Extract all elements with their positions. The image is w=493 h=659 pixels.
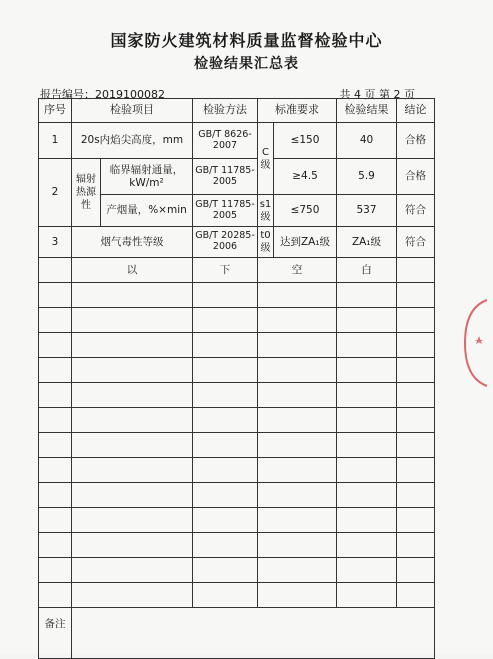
empty-row	[39, 433, 435, 458]
method-cell: GB/T 11785-2005	[193, 195, 258, 227]
verdict-cell: 符合	[397, 227, 435, 258]
report-number: 报告编号：2019100082	[40, 88, 165, 101]
results-table	[38, 98, 435, 659]
col-header-method: 检验方法	[193, 99, 258, 123]
result-cell: ZA₁级	[337, 227, 397, 258]
class-cell: t0级	[258, 227, 274, 258]
class-cell: C级	[258, 123, 274, 195]
blank-marker: 以	[72, 258, 193, 283]
table-row	[39, 123, 435, 159]
blank-marker: 下	[193, 258, 258, 283]
result-cell: 537	[337, 195, 397, 227]
empty-row	[39, 483, 435, 508]
notes-content	[72, 608, 435, 659]
col-header-requirement: 标准要求	[258, 99, 337, 123]
header-row	[39, 99, 435, 123]
notes-label: 备注	[39, 608, 72, 659]
result-cell: 40	[337, 123, 397, 159]
empty-row	[39, 358, 435, 383]
col-header-verdict: 结论	[397, 99, 435, 123]
requirement-cell: ≥4.5	[274, 159, 337, 195]
item-cell: 20s内焰尖高度，mm	[72, 123, 193, 159]
verdict-cell: 合格	[397, 123, 435, 159]
blank-marker: 白	[337, 258, 397, 283]
empty-row	[39, 583, 435, 608]
notes-row	[39, 608, 435, 659]
empty-row	[39, 383, 435, 408]
col-header-no: 序号	[39, 99, 72, 123]
item-cell: 产烟量，%×min	[101, 195, 193, 227]
verdict-cell: 合格	[397, 159, 435, 195]
col-header-item: 检验项目	[72, 99, 193, 123]
class-cell: s1级	[258, 195, 274, 227]
method-cell: GB/T 11785-2005	[193, 159, 258, 195]
org-title: 国家防火建筑材料质量监督检验中心	[110, 31, 383, 50]
col-header-result: 检验结果	[337, 99, 397, 123]
page-info: 共 4 页 第 2 页	[339, 88, 415, 101]
requirement-cell: ≤150	[274, 123, 337, 159]
requirement-cell: 达到ZA₁级	[274, 227, 337, 258]
empty-row	[39, 308, 435, 333]
empty-row	[39, 533, 435, 558]
row-no: 3	[39, 227, 72, 258]
table-title: 检验结果汇总表	[194, 56, 299, 72]
blank-marker: 空	[258, 258, 337, 283]
method-cell: GB/T 8626-2007	[193, 123, 258, 159]
row-no: 1	[39, 123, 72, 159]
table-row	[39, 159, 435, 195]
result-cell: 5.9	[337, 159, 397, 195]
item-cell: 临界辐射通量，kW/m²	[101, 159, 193, 195]
item-cell: 烟气毒性等级	[72, 227, 193, 258]
seal-stamp	[461, 298, 487, 388]
row-no: 2	[39, 159, 72, 227]
empty-row	[39, 558, 435, 583]
blank-marker-row	[39, 258, 435, 283]
empty-row	[39, 458, 435, 483]
verdict-cell: 符合	[397, 195, 435, 227]
empty-row	[39, 283, 435, 308]
requirement-cell: ≤750	[274, 195, 337, 227]
empty-row	[39, 408, 435, 433]
method-cell: GB/T 20285-2006	[193, 227, 258, 258]
empty-row	[39, 508, 435, 533]
empty-row	[39, 333, 435, 358]
table-row	[39, 227, 435, 258]
group-cell: 辐射热源性	[72, 159, 101, 227]
